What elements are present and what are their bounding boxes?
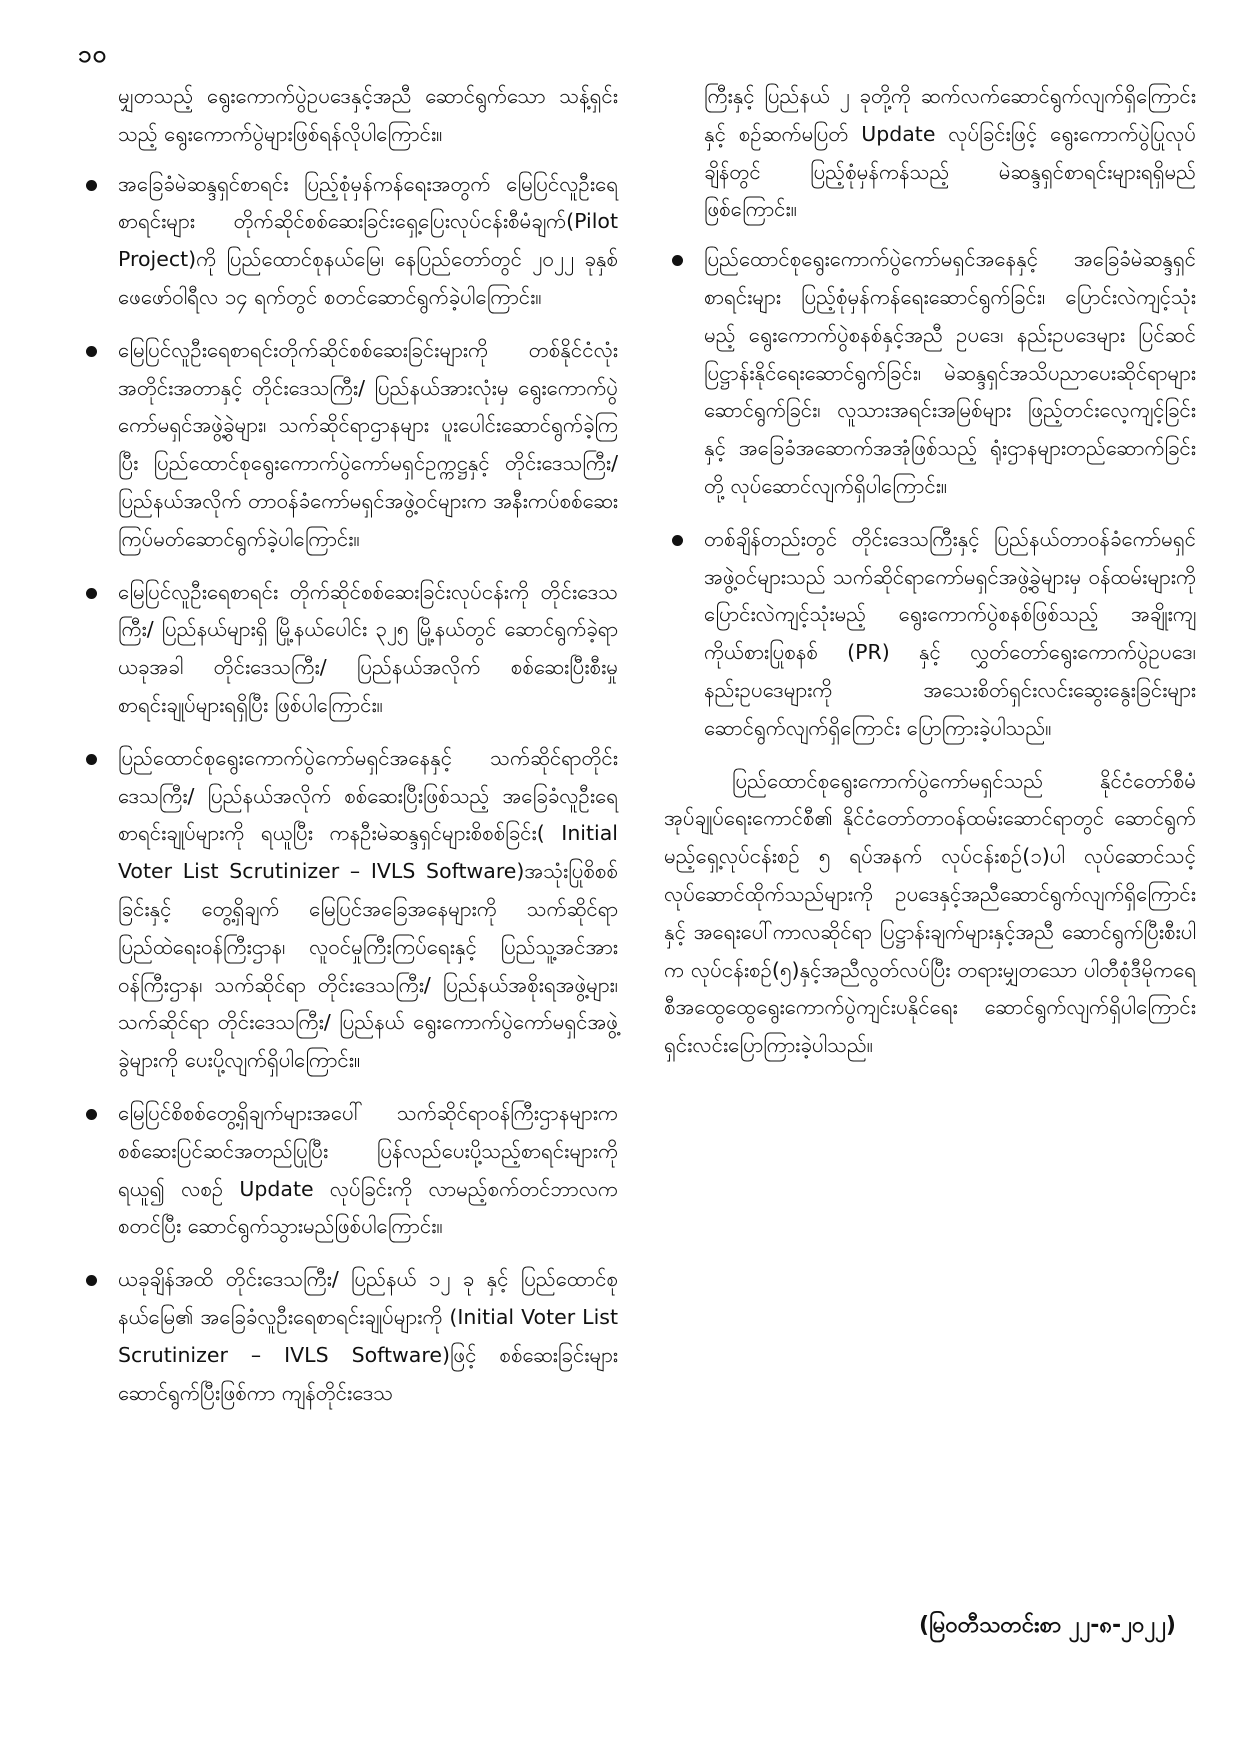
bullet-icon [86, 346, 97, 357]
closing-paragraph: ပြည်ထောင်စုရွေးကောက်ပွဲကော်မရှင်သည် နိုင်ငံတော်စီမံအုပ်ချုပ်ရေးကောင်စီ၏ နိုင်ငံတော်တာဝန်ထမ်းဆောင်ရာတွင် ဆောင်ရွက်မည့်ရှေ့လုပ်ငန်းစဉ် ၅ ရပ်အနက် လုပ်ငန်းစဉ်(၁)ပါ လုပ်ဆောင်သင့်လုပ်ဆောင်ထိုက်သည်များကို ဥပဒေနှင့်အညီဆောင်ရွက်လျက်ရှိကြောင်းနှင့် အရေးပေါ်ကာလဆိုင်ရာ ပြဋ္ဌာန်းချက်များနှင့်အညီ ဆောင်ရွက်ပြီးစီးပါက လုပ်ငန်းစဉ်(၅)နှင့်အညီလွတ်လပ်ပြီး တရားမျှတသော ပါတီစုံဒီမိုကရေစီအထွေထွေရွေးကောက်ပွဲကျင်းပနိုင်ရေး ဆောင်ရွက်လျက်ရှိပါကြောင်း ရှင်းလင်းပြောကြားခဲ့ပါသည်။ [664, 768, 1196, 1058]
list-item-text: မြေပြင်လူဦးရေစာရင်းတိုက်ဆိုင်စစ်ဆေးခြင်းများကို တစ်နိုင်ငံလုံး အတိုင်းအတာနှင့် တိုင်းဒေသကြီး/ ပြည်နယ်အားလုံးမှ ရွေးကောက်ပွဲကော်မရှင်အဖွဲ့ခွဲများ၊ သက်ဆိုင်ရာဌာနများ ပူးပေါင်းဆောင်ရွက်ခဲ့ကြပြီး ပြည်ထောင်စုရွေးကောက်ပွဲကော်မရှင်ဥက္ကဋ္ဌနှင့် တိုင်းဒေသကြီး/ ပြည်နယ်အလိုက် တာဝန်ခံကော်မရှင်အဖွဲ့ဝင်များက အနီးကပ်စစ်ဆေးကြပ်မတ်ဆောင်ရွက်ခဲ့ပါကြောင်း။ [118, 337, 618, 551]
list-item [664, 521, 1196, 748]
continuation-paragraph: ကြီးနှင့် ပြည်နယ် ၂ ခုတို့ကို ဆက်လက်ဆောင်ရွက်လျက်ရှိကြောင်းနှင့် စဉ်ဆက်မပြတ် Update လုပ်ခြင်းဖြင့် ရွေးကောက်ပွဲပြုလုပ်ချိန်တွင် ပြည့်စုံမှန်ကန်သည့် မဲဆန္ဒရှင်စာရင်းများရရှိမည်ဖြစ်ကြောင်း။ [704, 84, 1196, 222]
list-item [78, 740, 618, 1080]
left-column [78, 78, 618, 1427]
list-item [78, 332, 618, 559]
list-item-text: အခြေခံမဲဆန္ဒရှင်စာရင်း ပြည့်စုံမှန်ကန်ရေးအတွက် မြေပြင်လူဦးရေစာရင်းများ တိုက်ဆိုင်စစ်ဆေးခြင်းရှေ့ပြေးလုပ်ငန်းစီမံချက်(Pilot Project)ကို ပြည်ထောင်စုနယ်မြေ၊ နေပြည်တော်တွင် ၂၀၂၂ ခုနှစ် ဖေဖော်ဝါရီလ ၁၄ ရက်တွင် စတင်ဆောင်ရွက်ခဲ့ပါကြောင်း။ [118, 171, 618, 309]
source-citation: (မြဝတီသတင်းစာ ၂၂-၈-၂၀၂၂) [919, 1613, 1176, 1638]
list-item-text: ယခုချိန်အထိ တိုင်းဒေသကြီး/ ပြည်နယ် ၁၂ ခု နှင့် ပြည်ထောင်စုနယ်မြေ၏ အခြေခံလူဦးရေစာရင်းချုပ်များကို (Initial Voter List Scrutinizer – IVLS Software)ဖြင့် စစ်ဆေးခြင်းများ ဆောင်ရွက်ပြီးဖြစ်ကာ ကျန်တိုင်းဒေသ [118, 1267, 618, 1405]
page-number: ၁၀ [78, 40, 107, 68]
list-item-text: မြေပြင်စိစစ်တွေ့ရှိချက်များအပေါ် သက်ဆိုင်ရာဝန်ကြီးဌာနများက စစ်ဆေးပြင်ဆင်အတည်ပြုပြီး ပြန်လည်ပေးပို့သည့်စာရင်းများကို ရယူ၍ လစဉ် Update လုပ်ခြင်းကို လာမည့်စက်တင်ဘာလက စတင်ပြီး ဆောင်ရွက်သွားမည်ဖြစ်ပါကြောင်း။ [118, 1100, 618, 1239]
intro-paragraph: မျှတသည့် ရွေးကောက်ပွဲဥပဒေနှင့်အညီ ဆောင်ရွက်သော သန့်ရှင်းသည့် ရွေးကောက်ပွဲများဖြစ်ရန်လိုပါကြောင်း။ [118, 84, 618, 146]
list-item-text: တစ်ချိန်တည်းတွင် တိုင်းဒေသကြီးနှင့် ပြည်နယ်တာဝန်ခံကော်မရှင်အဖွဲ့ဝင်များသည် သက်ဆိုင်ရာကော်မရှင်အဖွဲ့ခွဲများမှ ဝန်ထမ်းများကို ပြောင်းလဲကျင့်သုံးမည့် ရွေးကောက်ပွဲစနစ်ဖြစ်သည့် အချိုးကျကိုယ်စားပြုစနစ် (PR) နှင့် လွှတ်တော်ရွေးကောက်ပွဲဥပဒေ၊ နည်းဥပဒေများကို အသေးစိတ်ရှင်းလင်းဆွေးနွေးခြင်းများ ဆောင်ရွက်လျက်ရှိကြောင်း ပြောကြားခဲ့ပါသည်။ [704, 526, 1196, 740]
bullet-icon [86, 1109, 97, 1120]
left-bullet-list [78, 166, 618, 1413]
list-item-text: ပြည်ထောင်စုရွေးကောက်ပွဲကော်မရှင်အနေနှင့် အခြေခံမဲဆန္ဒရှင်စာရင်းများ ပြည့်စုံမှန်ကန်ရေးဆောင်ရွက်ခြင်း၊ ပြောင်းလဲကျင့်သုံးမည့် ရွေးကောက်ပွဲစနစ်နှင့်အညီ ဥပဒေ၊ နည်းဥပဒေများ ပြင်ဆင်ပြဋ္ဌာန်းနိုင်ရေးဆောင်ရွက်ခြင်း၊ မဲဆန္ဒရှင်အသိပညာပေးဆိုင်ရာများဆောင်ရွက်ခြင်း၊ လူသားအရင်းအမြစ်များ ဖြည့်တင်းလေ့ကျင့်ခြင်းနှင့် အခြေခံအဆောက်အအုံဖြစ်သည့် ရုံးဌာနများတည်ဆောက်ခြင်းတို့ လုပ်ဆောင်လျက်ရှိပါကြောင်း။ [704, 247, 1196, 498]
list-item-text: မြေပြင်လူဦးရေစာရင်း တိုက်ဆိုင်စစ်ဆေးခြင်းလုပ်ငန်းကို တိုင်းဒေသကြီး/ ပြည်နယ်များရှိ မြို့နယ်ပေါင်း ၃၂၅ မြို့နယ်တွင် ဆောင်ရွက်ခဲ့ရာ ယခုအခါ တိုင်းဒေသကြီး/ ပြည်နယ်အလိုက် စစ်ဆေးပြီးစီးမှုစာရင်းချုပ်များရရှိပြီး ဖြစ်ပါကြောင်း။ [118, 579, 618, 717]
list-item [78, 1095, 618, 1246]
list-item-text: ပြည်ထောင်စုရွေးကောက်ပွဲကော်မရှင်အနေနှင့် သက်ဆိုင်ရာတိုင်းဒေသကြီး/ ပြည်နယ်အလိုက် စစ်ဆေးပြီးဖြစ်သည့် အခြေခံလူဦးရေစာရင်းချုပ်များကို ရယူပြီး ကနဦးမဲဆန္ဒရှင်များစိစစ်ခြင်း( Initial Voter List Scrutinizer – IVLS Software)အသုံးပြုစိစစ်ခြင်းနှင့် တွေ့ရှိချက် မြေပြင်အခြေအနေများကို သက်ဆိုင်ရာပြည်ထဲရေးဝန်ကြီးဌာန၊ လူဝင်မှုကြီးကြပ်ရေးနှင့် ပြည်သူ့အင်အားဝန်ကြီးဌာန၊ သက်ဆိုင်ရာ တိုင်းဒေသကြီး/ ပြည်နယ်အစိုးရအဖွဲ့များ၊ သက်ဆိုင်ရာ တိုင်းဒေသကြီး/ ပြည်နယ် ရွေးကောက်ပွဲကော်မရှင်အဖွဲ့ခွဲများကို ပေးပို့လျက်ရှိပါကြောင်း။ [118, 745, 618, 1073]
bullet-icon [86, 588, 97, 599]
list-item [78, 574, 618, 725]
list-item [78, 166, 618, 317]
bullet-icon [86, 754, 97, 765]
list-item [78, 1261, 618, 1412]
bullet-icon [86, 1275, 97, 1286]
bullet-icon [86, 180, 97, 191]
bullet-icon [672, 255, 683, 266]
right-bullet-list [664, 241, 1196, 747]
list-item [664, 241, 1196, 506]
right-column [664, 78, 1196, 1065]
bullet-icon [672, 535, 683, 546]
